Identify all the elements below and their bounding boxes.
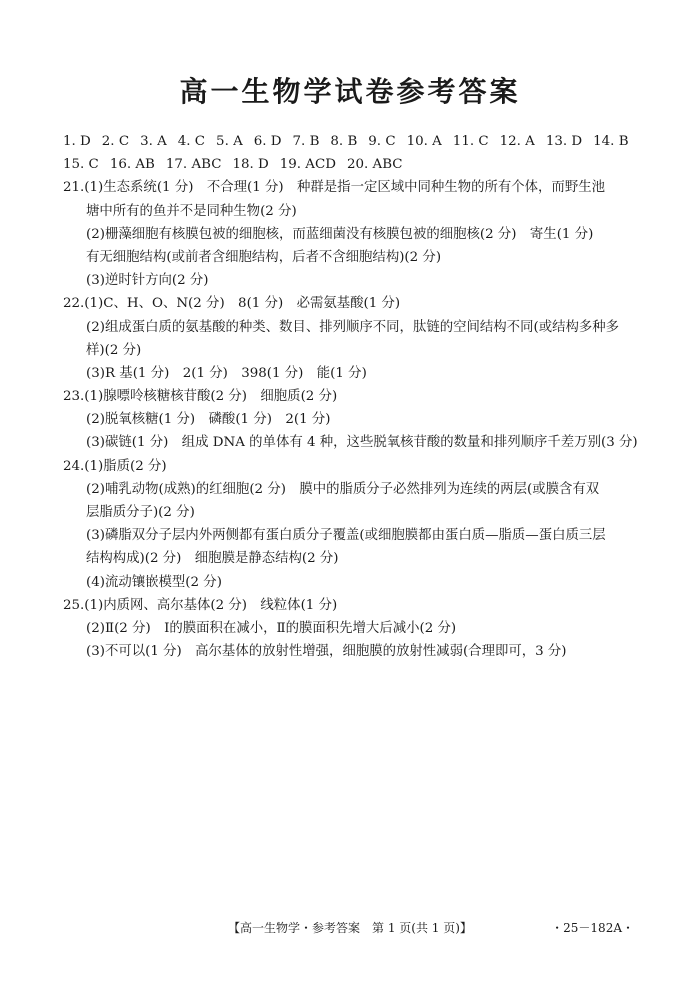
mc-answer: 12. A [499,134,535,149]
mc-answer: 20. ABC [346,157,403,173]
mc-answer: 16. AB [109,157,155,173]
q21-line: 21.(1)生态系统(1 分) 不合理(1 分) 种群是指一定区域中同种生物的所有个体，而野生池 [63,180,605,196]
q25-line: (3)不可以(1 分) 高尔基体的放射性增强，细胞膜的放射性减弱(合理即可，3 分) [86,644,567,660]
mc-answer: 18. D [232,157,269,173]
mc-answer: 19. ACD [279,157,336,173]
q21-line: 塘中所有的鱼并不是同种生物(2 分) [86,203,297,219]
answer-content [63,130,643,663]
mc-answer: 9. C [368,134,396,149]
q24-line: (2)哺乳动物(成熟)的红细胞(2 分) 膜中的脂质分子必然排列为连续的两层(或膜含有双 [86,481,600,497]
mc-answer: 1. D [63,134,91,149]
mc-answer: 15. C [63,157,99,173]
mc-answer: 6. D [253,134,282,149]
mc-answer: 13. D [545,134,583,149]
q25-line: 25.(1)内质网、高尔基体(2 分) 线粒体(1 分) [63,597,338,613]
mc-answer: 2. C [101,134,130,149]
q23-line: (2)脱氧核糖(1 分) 磷酸(1 分) 2(1 分) [86,412,331,428]
q25-line: (2)Ⅱ(2 分) Ⅰ的膜面积在减小，Ⅱ的膜面积先增大后减小(2 分) [86,620,457,636]
mc-answer: 10. A [406,134,442,149]
mc-answer: 17. ABC [165,157,222,173]
mc-answer: 4. C [177,134,206,149]
q21-line: (2)栅藻细胞有核膜包被的细胞核，而蓝细菌没有核膜包被的细胞核(2 分) 寄生(1 分) [86,226,594,242]
footer-code: ・25－182A・ [551,921,634,935]
mc-answer: 5. A [216,134,243,149]
page-title: 高一生物学试卷参考答案 [179,75,521,108]
mc-answer: 7. B [292,134,320,149]
q24-line: 结构构成)(2 分) 细胞膜是静态结构(2 分) [86,551,339,567]
q22-line: (2)组成蛋白质的氨基酸的种类、数目、排列顺序不同，肽链的空间结构不同(或结构多种多 [86,319,620,335]
mc-answers-row-1 [63,130,643,153]
mc-answer: 3. A [140,134,167,149]
mc-answers-row-2 [63,153,643,176]
q21-line: 有无细胞结构(或前者含细胞结构，后者不含细胞结构)(2 分) [86,249,442,265]
q24-line: 层脂质分子)(2 分) [86,505,195,520]
q24-line: (3)磷脂双分子层内外两侧都有蛋白质分子覆盖(或细胞膜都由蛋白质—脂质—蛋白质三层 [86,528,606,544]
q22-line: 样)(2 分) [86,342,142,358]
q23-line: 23.(1)腺嘌呤核糖核苷酸(2 分) 细胞质(2 分) [63,389,338,405]
mc-answer: 8. B [330,134,358,149]
mc-answer: 11. C [452,134,489,149]
q24-line: 24.(1)脂质(2 分) [63,458,167,474]
q21-line: (3)逆时针方向(2 分) [86,273,209,289]
q23-line: (3)碳链(1 分) 组成 DNA 的单体有 4 种，这些脱氧核苷酸的数量和排列顺序千差万别(3 分) [86,435,638,451]
q22-line: 22.(1)C、H、O、N(2 分) 8(1 分) 必需氨基酸(1 分) [63,296,401,312]
q22-line: (3)R 基(1 分) 2(1 分) 398(1 分) 能(1 分) [86,365,367,381]
footer-page-info: 【高一生物学・参考答案 第 1 页(共 1 页)】 [228,921,472,935]
q24-line: (4)流动镶嵌模型(2 分) [86,574,222,590]
mc-answer: 14. B [593,134,629,149]
